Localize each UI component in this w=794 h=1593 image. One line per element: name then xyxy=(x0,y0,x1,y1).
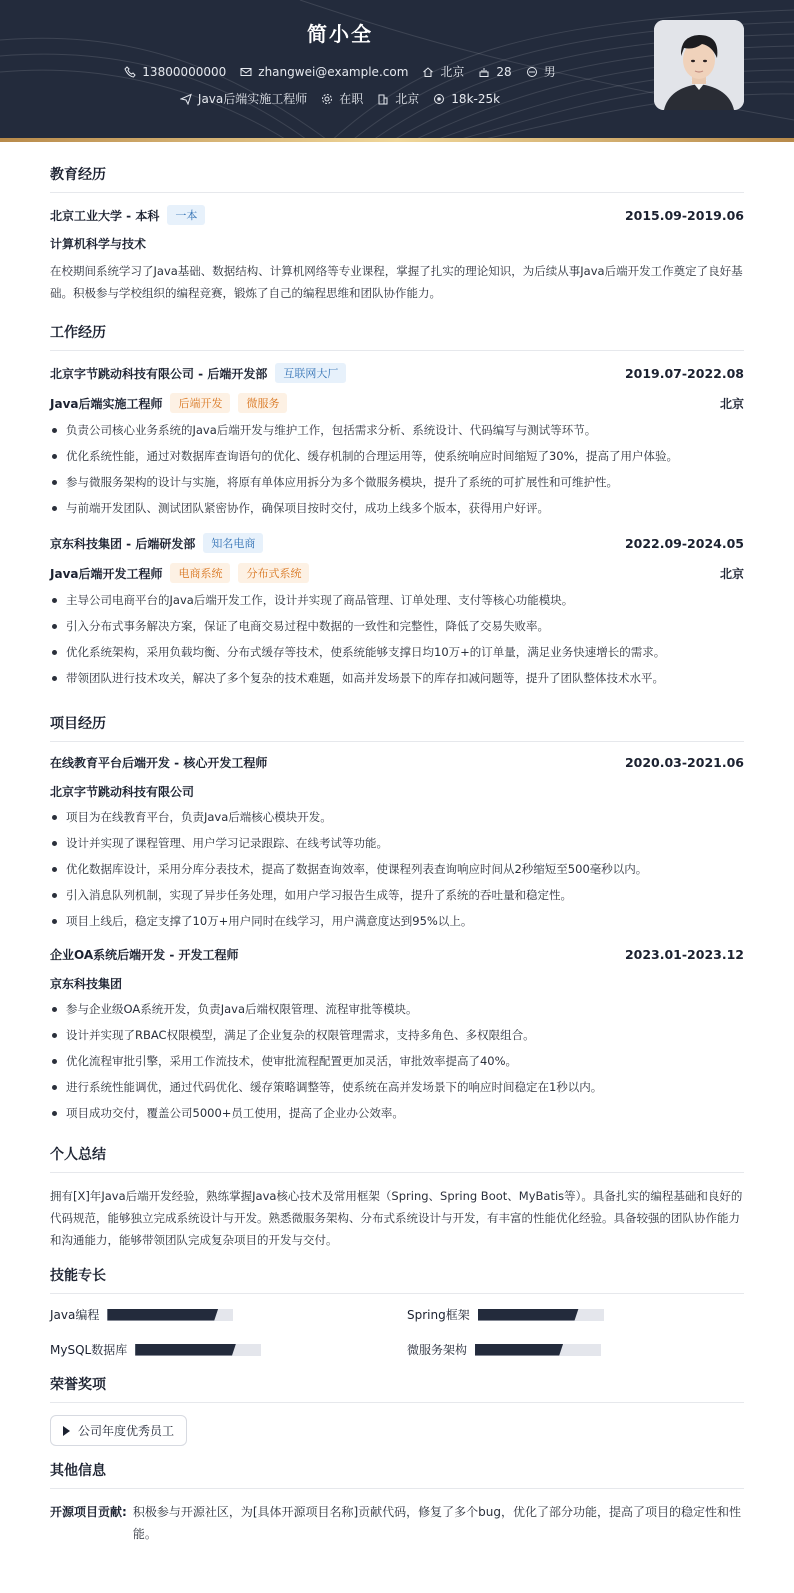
candidate-name: 简小全 xyxy=(307,22,373,46)
skill-name: Spring框架 xyxy=(407,1308,470,1322)
skill-bar-fill xyxy=(135,1344,236,1356)
job-location: 北京 xyxy=(719,396,744,411)
salary-value: 18k-25k xyxy=(451,91,501,106)
skills-section xyxy=(50,1265,744,1358)
header-gold-bar xyxy=(0,138,794,142)
job-date: 2019.07-2022.08 xyxy=(624,365,744,381)
job-company-tag: 互联网大厂 xyxy=(275,363,346,383)
skill-bar xyxy=(475,1344,601,1356)
other-section xyxy=(50,1460,744,1545)
position-item xyxy=(180,90,307,107)
job-role: Java后端开发工程师 xyxy=(50,566,163,581)
skill-name: 微服务架构 xyxy=(407,1343,468,1357)
age-value: 28 xyxy=(496,64,512,79)
education-major: 计算机科学与技术 xyxy=(50,237,147,251)
job-role: Java后端实施工程师 xyxy=(50,396,163,411)
project-entry xyxy=(50,946,744,1126)
play-icon xyxy=(63,1426,70,1436)
school-name: 北京工业大学 - 本科 xyxy=(50,208,160,223)
project-name: 在线教育平台后端开发 - 核心开发工程师 xyxy=(50,756,268,770)
list-item: 项目上线后，稳定支撑了10万+用户同时在线学习，用户满意度达到95%以上。 xyxy=(50,908,744,934)
honors-section xyxy=(50,1374,744,1446)
list-item: 项目为在线教育平台，负责Java后端核心模块开发。 xyxy=(50,804,744,830)
project-date: 2023.01-2023.12 xyxy=(624,947,744,962)
gender-value: 男 xyxy=(543,65,556,79)
project-company: 北京字节跳动科技有限公司 xyxy=(50,785,195,799)
job-entry xyxy=(50,533,744,691)
list-item: 负责公司核心业务系统的Java后端开发与维护工作，包括需求分析、系统设计、代码编写与测试等环节。 xyxy=(50,417,744,443)
list-item: 引入分布式事务解决方案，保证了电商交易过程中数据的一致性和完整性，降低了交易失败率。 xyxy=(50,613,744,639)
send-icon xyxy=(180,93,192,105)
home-icon xyxy=(422,66,434,78)
education-description: 在校期间系统学习了Java基础、数据结构、计算机网络等专业课程，掌握了扎实的理论知识，为后续从事Java后端开发工作奠定了良好基础。积极参与学校组织的编程竞赛，锻炼了自己的编程思维和团队协作能力。 xyxy=(50,264,743,300)
intent-city-value: 北京 xyxy=(395,92,420,106)
list-item: 优化系统架构，采用负载均衡、分布式缓存等技术，使系统能够支撑日均10万+的订单量，满足业务快速增长的需求。 xyxy=(50,639,744,665)
gender-item xyxy=(526,63,556,80)
skill-bar xyxy=(135,1344,261,1356)
skills-grid xyxy=(50,1306,744,1358)
other-title: 其他信息 xyxy=(50,1460,744,1489)
email-value: zhangwei@example.com xyxy=(258,64,409,79)
list-item: 主导公司电商平台的Java后端开发工作，设计并实现了商品管理、订单处理、支付等核心功能模块。 xyxy=(50,587,744,613)
job-tag: 后端开发 xyxy=(170,393,230,413)
other-item xyxy=(50,1501,744,1545)
other-text: 积极参与开源社区，为[具体开源项目名称]贡献代码，修复了多个bug，优化了部分功能，提高了项目的稳定性和性能。 xyxy=(132,1505,742,1541)
list-item: 引入消息队列机制，实现了异步任务处理，如用户学习报告生成等，提升了系统的吞吐量和稳定性。 xyxy=(50,882,744,908)
list-item: 进行系统性能调优，通过代码优化、缓存策略调整等，使系统在高并发场景下的响应时间稳定在1秒以内。 xyxy=(50,1074,744,1100)
gear-icon xyxy=(321,93,333,105)
list-item: 优化系统性能，通过对数据库查询语句的优化、缓存机制的合理运用等，使系统响应时间缩短了30%，提高了用户体验。 xyxy=(50,443,744,469)
skill-bar-fill xyxy=(478,1309,579,1321)
projects-title: 项目经历 xyxy=(50,713,744,742)
skill-item xyxy=(50,1341,387,1358)
list-item: 参与微服务架构的设计与实施，将原有单体应用拆分为多个微服务模块，提升了系统的可扩展性和可维护性。 xyxy=(50,469,744,495)
list-item: 设计并实现了RBAC权限模型，满足了企业复杂的权限管理需求，支持多角色、多权限组合。 xyxy=(50,1022,744,1048)
skill-bar xyxy=(478,1309,604,1321)
school-tag: 一本 xyxy=(167,205,205,225)
skill-item xyxy=(407,1341,744,1358)
email-icon xyxy=(240,66,252,78)
job-company-tag: 知名电商 xyxy=(203,533,263,553)
list-item: 带领团队进行技术攻关，解决了多个复杂的技术难题，如高并发场景下的库存扣减问题等，提升了团队整体技术水平。 xyxy=(50,665,744,691)
skill-name: MySQL数据库 xyxy=(50,1343,128,1357)
summary-title: 个人总结 xyxy=(50,1144,744,1173)
list-item: 设计并实现了课程管理、用户学习记录跟踪、在线考试等功能。 xyxy=(50,830,744,856)
job-tag: 微服务 xyxy=(238,393,287,413)
position-value: Java后端实施工程师 xyxy=(197,92,308,106)
job-location: 北京 xyxy=(719,566,744,581)
resume-body xyxy=(0,142,794,1545)
job-tag: 分布式系统 xyxy=(238,563,309,583)
education-section xyxy=(50,164,744,304)
education-header xyxy=(50,205,744,225)
skill-bar-fill xyxy=(107,1309,218,1321)
job-company: 京东科技集团 - 后端研发部 xyxy=(50,536,196,551)
project-company: 京东科技集团 xyxy=(50,977,123,991)
phone-item xyxy=(124,63,226,80)
honors-title: 荣誉奖项 xyxy=(50,1374,744,1403)
age-item xyxy=(478,63,511,80)
list-item: 参与企业级OA系统开发，负责Java后端权限管理、流程审批等模块。 xyxy=(50,996,744,1022)
resume-header xyxy=(0,0,794,142)
work-title: 工作经历 xyxy=(50,322,744,351)
status-value: 在职 xyxy=(339,92,364,106)
list-item: 优化数据库设计，采用分库分表技术，提高了数据查询效率，使课程列表查询响应时间从2秒缩短至500毫秒以内。 xyxy=(50,856,744,882)
skills-title: 技能专长 xyxy=(50,1265,744,1294)
salary-item xyxy=(433,90,500,107)
summary-text: 拥有[X]年Java后端开发经验，熟练掌握Java核心技术及常用框架（Spring、Spring Boot、MyBatis等）。具备扎实的编程基础和良好的代码规范，能够独立完成系统设计与开发。熟悉微服务架构、分布式系统设计与开发，有丰富的性能优化经验。具备较强的团队协作能力和沟通能力，能够带领团队完成复杂项目的开发与交付。 xyxy=(50,1189,743,1247)
work-section xyxy=(50,322,744,691)
other-label: 开源项目贡献: xyxy=(50,1505,127,1519)
skill-item xyxy=(50,1306,387,1323)
job-company: 北京字节跳动科技有限公司 - 后端开发部 xyxy=(50,366,268,381)
project-date: 2020.03-2021.06 xyxy=(624,755,744,770)
skill-item xyxy=(407,1306,744,1323)
phone-icon xyxy=(124,66,136,78)
coin-icon xyxy=(433,93,445,105)
phone-value: 13800000000 xyxy=(142,64,227,79)
intent-city-item xyxy=(377,90,419,107)
projects-section xyxy=(50,713,744,1126)
list-item: 优化流程审批引擎，采用工作流技术，使审批流程配置更加灵活，审批效率提高了40%。 xyxy=(50,1048,744,1074)
building-icon xyxy=(377,93,389,105)
skill-bar-fill xyxy=(475,1344,563,1356)
skill-name: Java编程 xyxy=(50,1308,100,1322)
status-item xyxy=(321,90,363,107)
job-entry xyxy=(50,363,744,521)
list-item: 项目成功交付，覆盖公司5000+员工使用，提高了企业办公效率。 xyxy=(50,1100,744,1126)
avatar xyxy=(654,20,744,110)
email-item xyxy=(240,63,408,80)
award-label: 公司年度优秀员工 xyxy=(78,1424,175,1438)
education-title: 教育经历 xyxy=(50,164,744,193)
portrait-image xyxy=(654,20,744,110)
list-item: 与前端开发团队、测试团队紧密协作，确保项目按时交付，成功上线多个版本，获得用户好评。 xyxy=(50,495,744,521)
contact-row xyxy=(0,63,680,80)
award-chip xyxy=(50,1415,187,1446)
project-entry xyxy=(50,754,744,934)
project-name: 企业OA系统后端开发 - 开发工程师 xyxy=(50,948,239,962)
city-item xyxy=(422,63,464,80)
summary-section xyxy=(50,1144,744,1251)
skill-bar xyxy=(107,1309,233,1321)
gender-icon xyxy=(526,66,538,78)
job-date: 2022.09-2024.05 xyxy=(624,535,744,551)
education-date: 2015.09-2019.06 xyxy=(624,207,744,223)
job-intent-row xyxy=(0,90,680,107)
city-value: 北京 xyxy=(440,65,465,79)
job-tag: 电商系统 xyxy=(170,563,230,583)
cake-icon xyxy=(478,66,490,78)
